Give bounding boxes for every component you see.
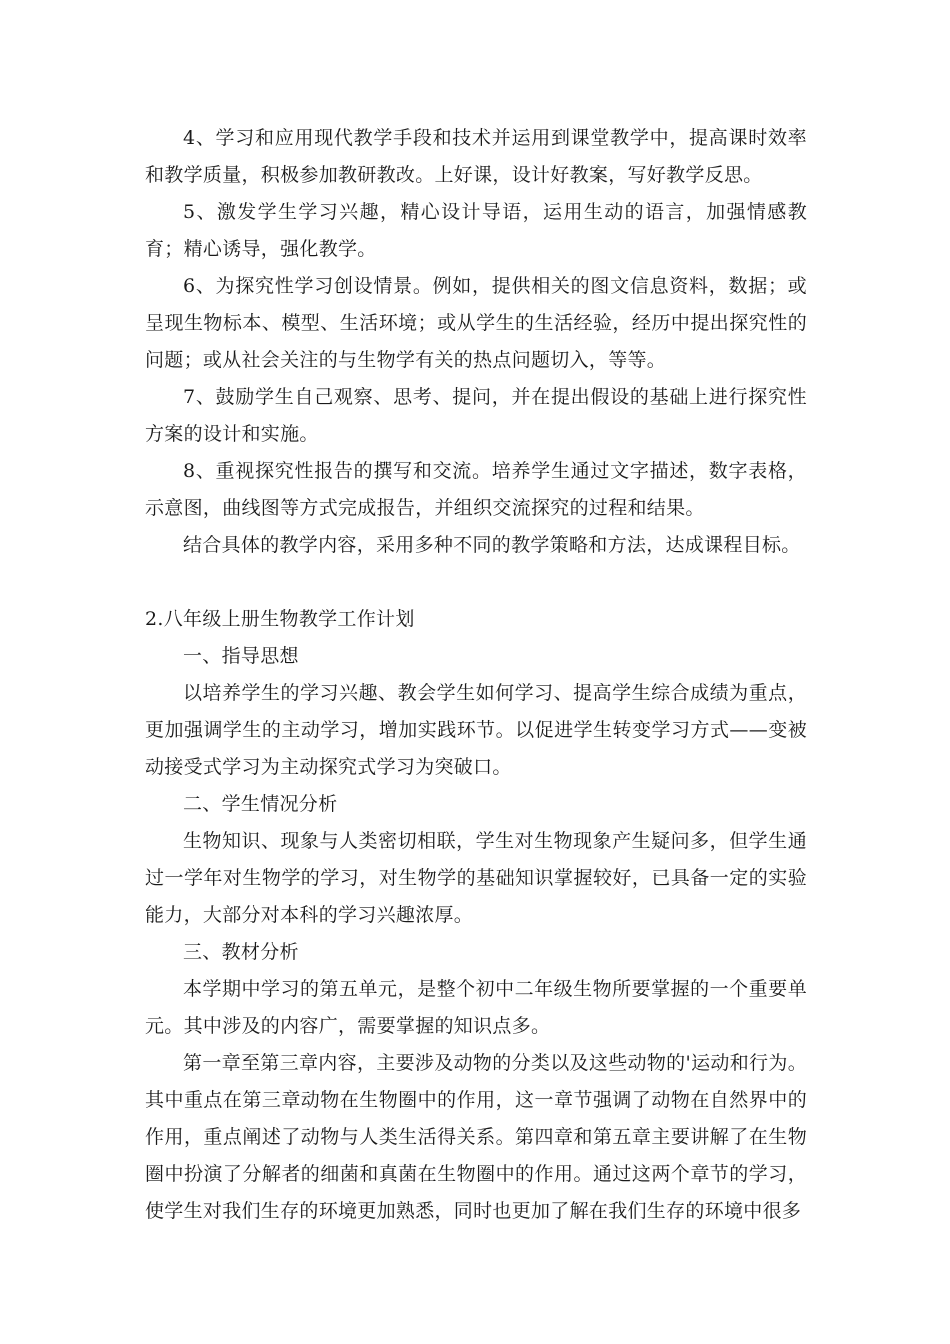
- document-body: [145, 120, 807, 1230]
- heading-guiding-ideology: 一、指导思想: [183, 645, 299, 667]
- paragraph-item-8: 8、重视探究性报告的撰写和交流。培养学生通过文字描述，数字表格，示意图，曲线图等方式完成报告，并组织交流探究的过程和结果。: [145, 460, 807, 519]
- paragraph-textbook-analysis: 本学期中学习的第五单元，是整个初中二年级生物所要掌握的一个重要单元。其中涉及的内容广，需要掌握的知识点多。: [145, 978, 807, 1037]
- paragraph-student-analysis: 生物知识、现象与人类密切相联，学生对生物现象产生疑问多，但学生通过一学年对生物学的学习，对生物学的基础知识掌握较好，已具备一定的实验能力，大部分对本科的学习兴趣浓厚。: [145, 830, 807, 926]
- heading-student-analysis: 二、学生情况分析: [183, 793, 338, 815]
- paragraph-item-5: 5、激发学生学习兴趣，精心设计导语，运用生动的语言，加强情感教育；精心诱导，强化教学。: [145, 201, 807, 260]
- paragraph-item-7: 7、鼓励学生自己观察、思考、提问，并在提出假设的基础上进行探究性方案的设计和实施。: [145, 386, 807, 445]
- paragraph-guiding-ideology: 以培养学生的学习兴趣、教会学生如何学习、提高学生综合成绩为重点，更加强调学生的主动学习，增加实践环节。以促进学生转变学习方式——变被动接受式学习为主动探究式学习为突破口。: [145, 682, 807, 778]
- paragraph-item-4: 4、学习和应用现代教学手段和技术并运用到课堂教学中，提高课时效率和教学质量，积极参加教研教改。上好课，设计好教案，写好教学反思。: [145, 127, 807, 186]
- paragraph-conclusion: 结合具体的教学内容，采用多种不同的教学策略和方法，达成课程目标。: [183, 534, 801, 556]
- section-spacer: [145, 564, 807, 601]
- heading-textbook-analysis: 三、教材分析: [183, 941, 299, 963]
- paragraph-chapter-summary: 第一章至第三章内容，主要涉及动物的分类以及这些动物的'运动和行为。其中重点在第三章动物在生物圈中的作用，这一章节强调了动物在自然界中的作用，重点阐述了动物与人类生活得关系。第四章和第五章主要讲解了在生物圈中扮演了分解者的细菌和真菌在生物圈中的作用。通过这两个章节的学习，使学生对我们生存的环境更加熟悉，同时也更加了解在我们生存的环境中很多: [145, 1052, 807, 1222]
- paragraph-item-6: 6、为探究性学习创设情景。例如，提供相关的图文信息资料，数据；或呈现生物标本、模型、生活环境；或从学生的生活经验，经历中提出探究性的问题；或从社会关注的与生物学有关的热点问题切入，等等。: [145, 275, 807, 371]
- section-title: 2.八年级上册生物教学工作计划: [145, 608, 415, 630]
